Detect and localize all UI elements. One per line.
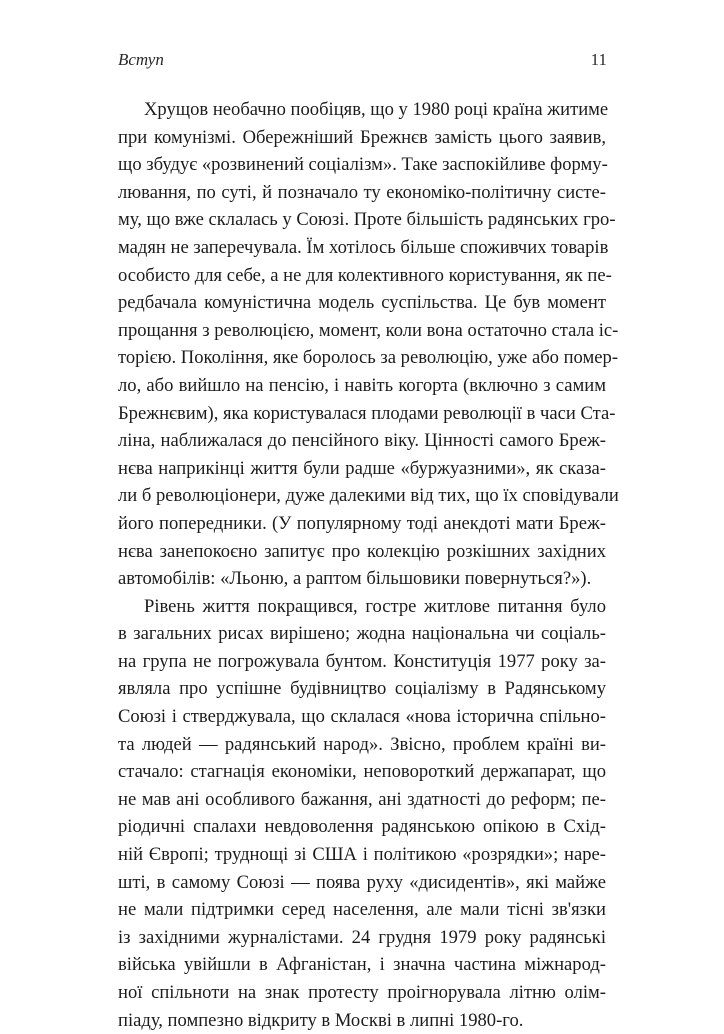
- text-line: торією. Покоління, яке боролось за революцію, уже або помер-: [118, 347, 619, 369]
- text-line: в загальних рисах вирішено; жодна національна чи соціаль-: [118, 623, 606, 645]
- text-line: із західними журналістами. 24 грудня 1979 року радянські: [118, 926, 606, 948]
- text-line: Союзі і стверджувала, що склалася «нова історична спільно-: [118, 706, 606, 728]
- text-line: піаду, помпезно відкриту в Москві в липні 1980-го.: [118, 1009, 524, 1031]
- text-line: при комунізмі. Обережніший Брежнєв замість цього заявив,: [118, 126, 606, 148]
- text-line: лювання, по суті, й позначало ту економіко-політичну систе-: [118, 181, 606, 203]
- page-number: 11: [590, 50, 607, 69]
- text-line: мадян не заперечувала. Їм хотілось більше споживчих товарів: [118, 236, 609, 258]
- text-line: ної спільноти на знак протесту проігнорувала літню олім-: [118, 982, 606, 1003]
- text-line: му, що вже склалась у Союзі. Проте більшість радянських гро-: [118, 209, 616, 231]
- text-line: шті, в самому Союзі — поява руху «дисидентів», які майже: [118, 871, 606, 893]
- text-line: ліна, наближалася до пенсійного віку. Цінності самого Бреж-: [118, 430, 606, 452]
- text-line: Брежнєвим), яка користувалася плодами революції в часи Ста-: [118, 402, 616, 424]
- text-line: ли б революціонери, дуже далекими від тих, що їх сповідували: [118, 485, 619, 507]
- text-line: війська увійшли в Афганістан, і значна частина міжнарод-: [118, 954, 606, 976]
- text-line: прощання з революцією, момент, коли вона остаточно стала іс-: [118, 319, 619, 341]
- paragraph: [118, 96, 619, 593]
- text-line: редбачала комуністична модель суспільства. Це був момент: [118, 292, 606, 314]
- running-head: Вступ: [118, 50, 164, 69]
- text-line: ріодичні спалахи невдоволення радянською опікою в Схід-: [118, 816, 606, 838]
- text-line: його попередники. (У популярному тоді анекдоті мати Бреж-: [118, 512, 606, 534]
- text-line: ній Європі; труднощі зі США і політикою «розрядки»; наре-: [118, 844, 606, 866]
- text-line: Рівень життя покращився, гостре житлове питання було: [144, 595, 606, 617]
- text-line: нєва занепокоєно запитує про колекцію розкішних західних: [118, 540, 606, 562]
- text-line: стачало: стагнація економіки, неповороткий держапарат, що: [118, 761, 606, 783]
- text-line: нєва наприкінці життя були радше «буржуазними», як сказа-: [118, 457, 606, 479]
- text-line: Хрущов необачно пообіцяв, що у 1980 році країна житиме: [144, 99, 609, 120]
- text-line: не мали підтримки серед населення, але мали тісні зв'язки: [118, 899, 606, 921]
- paragraphs: [118, 96, 619, 1034]
- text-line: являла про успішне будівництво соціалізму в Радянському: [118, 678, 606, 700]
- text-line: ло, або вийшло на пенсію, і навіть когорта (включно з самим: [118, 374, 606, 396]
- body-text: [118, 96, 619, 1034]
- text-line: не мав ані особливого бажання, ані здатності до реформ; пе-: [118, 788, 606, 810]
- text-line: що збудує «розвинений соціалізм». Таке заспокійливе форму-: [118, 154, 608, 176]
- text-line: автомобілів: «Льоню, а раптом більшовики повернуться?»).: [118, 568, 592, 590]
- text-line: на група не погрожувала бунтом. Конституція 1977 року за-: [118, 650, 606, 672]
- text-line: особисто для себе, а не для колективного користування, як пе-: [118, 264, 612, 286]
- paragraph: [118, 593, 606, 1034]
- text-line: та людей — радянський народ». Звісно, проблем країні ви-: [118, 733, 606, 755]
